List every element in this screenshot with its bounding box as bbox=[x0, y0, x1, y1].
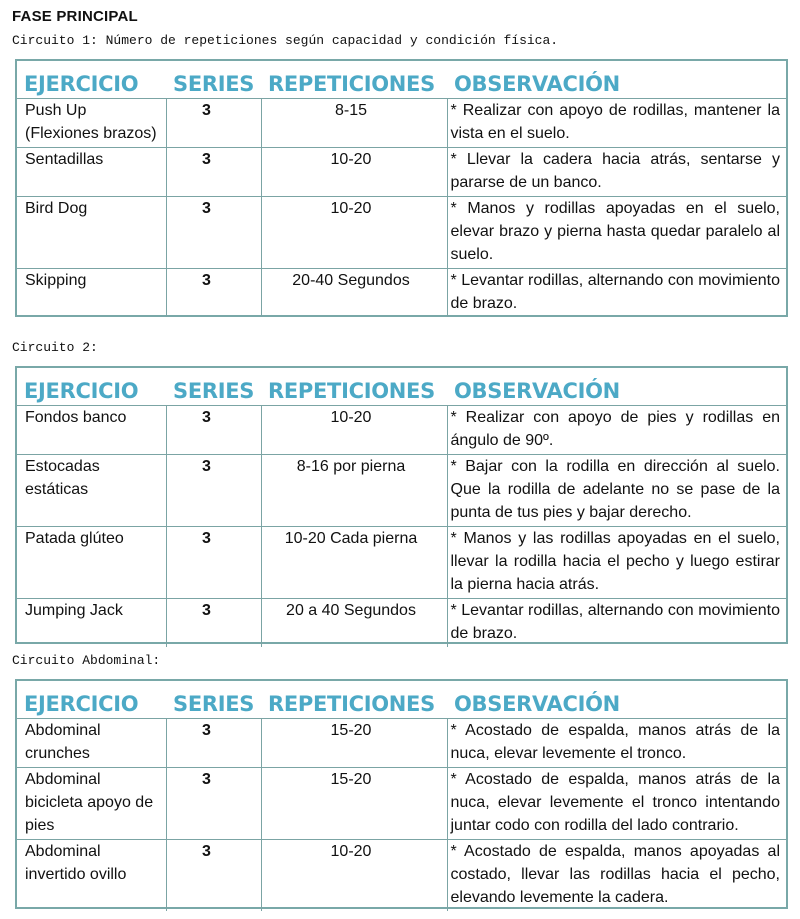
exercise-table bbox=[17, 61, 786, 317]
observation: * Levantar rodillas, alternando con movimiento de brazo. bbox=[450, 602, 780, 642]
exercise-name: Fondos banco bbox=[17, 406, 166, 455]
exercise-name: Jumping Jack bbox=[17, 599, 166, 648]
table-row bbox=[17, 148, 786, 197]
column-header-observacion: OBSERVACIÓN bbox=[447, 681, 786, 719]
column-header-series: SERIES bbox=[166, 61, 261, 99]
table-row bbox=[17, 840, 786, 912]
series-count: 3 bbox=[166, 599, 261, 648]
exercise-name: Abdominal invertido ovillo bbox=[17, 840, 166, 912]
observation: * Acostado de espalda, manos atrás de la nuca, elevar levemente el tronco. bbox=[447, 719, 786, 768]
column-header-observacion: OBSERVACIÓN bbox=[447, 368, 786, 406]
table-row bbox=[17, 406, 786, 455]
repetitions: 10-20 Cada pierna bbox=[261, 527, 447, 599]
observation: * Acostado de espalda, manos apoyadas al costado, llevar las rodillas hacia el pecho, elevando levemente la cadera. bbox=[450, 843, 780, 906]
repetitions: 8-16 por pierna bbox=[261, 455, 447, 527]
repetitions: 15-20 bbox=[261, 768, 447, 840]
series-count: 3 bbox=[166, 840, 261, 912]
observation: * Manos y las rodillas apoyadas en el suelo, llevar la rodilla hacia el pecho y luego estirar la pierna hacia atrás. bbox=[447, 527, 786, 599]
column-header-ejercicio: EJERCICIO bbox=[17, 61, 166, 99]
circuit-2-table bbox=[15, 366, 788, 644]
table-row bbox=[17, 719, 786, 768]
repetitions: 10-20 bbox=[261, 840, 447, 912]
exercise-name: Bird Dog bbox=[17, 197, 166, 269]
observation: * Bajar con la rodilla en dirección al suelo. Que la rodilla de adelante no se pase de la punta de tus pies y bajar derecho. bbox=[447, 455, 786, 527]
table-header-row bbox=[17, 61, 786, 99]
exercise-name: Skipping bbox=[17, 269, 166, 318]
table-row bbox=[17, 527, 786, 599]
column-header-repeticiones: REPETICIONES bbox=[261, 368, 447, 406]
observation: * Llevar la cadera hacia atrás, sentarse y pararse de un banco. bbox=[447, 148, 786, 197]
exercise-name: Abdominal crunches bbox=[17, 719, 166, 768]
series-count: 3 bbox=[166, 197, 261, 269]
repetitions: 20-40 Segundos bbox=[261, 269, 447, 318]
circuit-2-caption: Circuito 2: bbox=[12, 340, 98, 355]
exercise-name: Patada glúteo bbox=[17, 527, 166, 599]
table-header-row bbox=[17, 368, 786, 406]
observation: * Realizar con apoyo de pies y rodillas en ángulo de 90º. bbox=[447, 406, 786, 455]
exercise-name: Estocadas estáticas bbox=[17, 455, 166, 527]
observation: * Levantar rodillas, alternando con movimiento de brazo. bbox=[450, 272, 780, 312]
column-header-series: SERIES bbox=[166, 368, 261, 406]
circuit-1-table bbox=[15, 59, 788, 317]
table-row bbox=[17, 455, 786, 527]
table-row bbox=[17, 768, 786, 840]
series-count: 3 bbox=[166, 719, 261, 768]
table-row bbox=[17, 599, 786, 648]
exercise-table bbox=[17, 681, 786, 911]
table-row bbox=[17, 99, 786, 148]
repetitions: 10-20 bbox=[261, 197, 447, 269]
table-header-row bbox=[17, 681, 786, 719]
exercise-name: Abdominal bicicleta apoyo de pies bbox=[17, 768, 166, 840]
series-count: 3 bbox=[166, 269, 261, 318]
exercise-name: Push Up (Flexiones brazos) bbox=[17, 99, 166, 148]
series-count: 3 bbox=[166, 527, 261, 599]
exercise-table bbox=[17, 368, 786, 647]
observation: * Acostado de espalda, manos atrás de la nuca, elevar levemente el tronco intentando juntar codo con rodilla del lado contrario. bbox=[447, 768, 786, 840]
column-header-observacion: OBSERVACIÓN bbox=[447, 61, 786, 99]
table-row bbox=[17, 269, 786, 318]
circuit-abdominal-table bbox=[15, 679, 788, 909]
circuit-1-caption: Circuito 1: Número de repeticiones según capacidad y condición física. bbox=[12, 33, 559, 48]
observation: * Manos y rodillas apoyadas en el suelo, elevar brazo y pierna hasta quedar paralelo al suelo. bbox=[447, 197, 786, 269]
series-count: 3 bbox=[166, 148, 261, 197]
column-header-ejercicio: EJERCICIO bbox=[17, 368, 166, 406]
exercise-name: Sentadillas bbox=[17, 148, 166, 197]
repetitions: 8-15 bbox=[261, 99, 447, 148]
table-row bbox=[17, 197, 786, 269]
series-count: 3 bbox=[166, 455, 261, 527]
series-count: 3 bbox=[166, 768, 261, 840]
repetitions: 15-20 bbox=[261, 719, 447, 768]
repetitions: 10-20 bbox=[261, 406, 447, 455]
series-count: 3 bbox=[166, 406, 261, 455]
series-count: 3 bbox=[166, 99, 261, 148]
repetitions: 20 a 40 Segundos bbox=[261, 599, 447, 648]
page-title: FASE PRINCIPAL bbox=[12, 8, 138, 25]
column-header-series: SERIES bbox=[166, 681, 261, 719]
observation: * Realizar con apoyo de rodillas, mantener la vista en el suelo. bbox=[447, 99, 786, 148]
repetitions: 10-20 bbox=[261, 148, 447, 197]
column-header-ejercicio: EJERCICIO bbox=[17, 681, 166, 719]
circuit-abdominal-caption: Circuito Abdominal: bbox=[12, 653, 161, 668]
column-header-repeticiones: REPETICIONES bbox=[261, 681, 447, 719]
column-header-repeticiones: REPETICIONES bbox=[261, 61, 447, 99]
